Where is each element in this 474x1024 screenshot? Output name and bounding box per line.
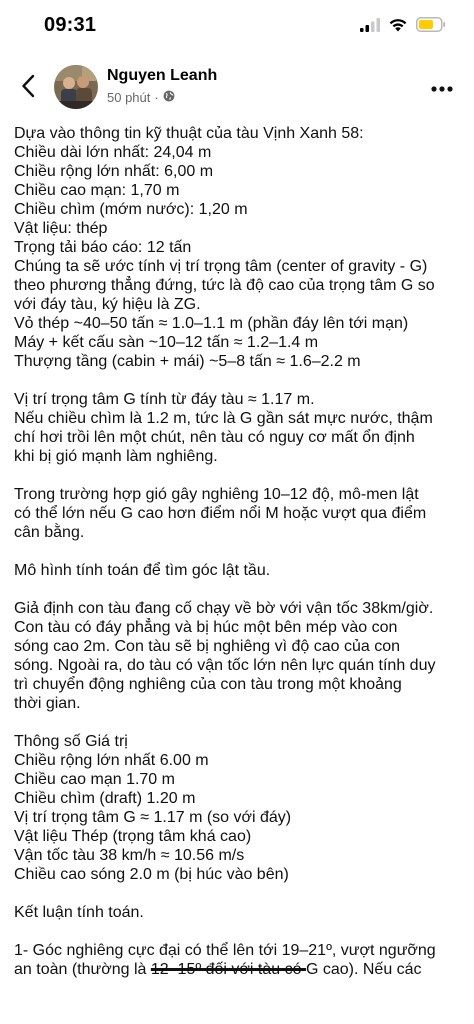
post-line: Chiều cao mạn 1.70 m — [14, 771, 175, 788]
post-line: Dựa vào thông tin kỹ thuật của tàu Vịnh Xanh 58: — [14, 125, 364, 142]
post-line: Chiều cao mạn: 1,70 m — [14, 182, 180, 199]
post-line: Vận tốc tàu 38 km/h ≈ 10.56 m/s — [14, 847, 245, 864]
post-meta — [107, 90, 175, 105]
wifi-icon — [388, 17, 408, 37]
paragraph-gap — [14, 466, 460, 485]
paragraph-gap — [14, 580, 460, 599]
post-line: trì chuyển động nghiêng của con tàu trong một khoảng — [14, 676, 402, 693]
post-line: sóng cao 2m. Con tàu sẽ bị nghiêng vì độ cao của con — [14, 638, 401, 655]
back-button[interactable] — [10, 70, 46, 106]
author-avatar[interactable] — [54, 65, 98, 109]
post-line: Thông số Giá trị — [14, 733, 128, 750]
post-line: Vật liệu Thép (trọng tâm khá cao) — [14, 828, 252, 845]
post-line: sóng. Ngoài ra, do tàu có vận tốc lớn nên lực quán tính duy — [14, 657, 436, 674]
post-line: Vị trí trọng tâm G tính từ đáy tàu ≈ 1.17 m. — [14, 391, 315, 408]
struck-text: 12–15º đối với tàu có — [150, 961, 306, 978]
post-line: với đáy tàu, ký hiệu là ZG. — [14, 296, 201, 313]
post-line: khi bị gió mạnh làm nghiêng. — [14, 448, 218, 465]
globe-icon — [163, 90, 175, 105]
post-header — [0, 56, 474, 120]
post-line: Vỏ thép ~40–50 tấn ≈ 1.0–1.1 m (phần đáy lên tới mạn) — [14, 315, 409, 332]
meta-separator: · — [154, 90, 159, 105]
paragraph-gap — [14, 542, 460, 561]
post-line: Chiều chìm (mớm nước): 1,20 m — [14, 201, 248, 218]
post-line: Nếu chiều chìm là 1.2 m, tức là G gần sát mực nước, thậm — [14, 410, 433, 427]
post-line: Mô hình tính toán để tìm góc lật tầu. — [14, 562, 271, 579]
post-line: Vị trí trọng tâm G ≈ 1.17 m (so với đáy) — [14, 809, 292, 826]
post-line: Con tàu có đáy phẳng và bị húc một bên mép vào con — [14, 619, 398, 636]
post-line: có thể lớn nếu G cao hơn điểm nổi M hoặc vượt qua điểm — [14, 505, 427, 522]
post-text — [14, 124, 460, 979]
more-options-button[interactable] — [424, 70, 460, 106]
status-bar — [0, 0, 474, 56]
post-line: 1- Góc nghiêng cực đại có thể lên tới 19–21º, vượt ngưỡng — [14, 942, 436, 959]
paragraph-gap — [14, 884, 460, 903]
paragraph-gap — [14, 371, 460, 390]
post-line: Chiều rộng lớn nhất: 6,00 m — [14, 163, 214, 180]
status-icons — [360, 16, 446, 38]
post-line: Trong trường hợp gió gây nghiêng 10–12 độ, mô-men lật — [14, 486, 419, 503]
author-name[interactable]: Nguyen Leanh — [107, 67, 218, 84]
post-line: cân bằng. — [14, 524, 85, 541]
post-line — [14, 960, 460, 979]
post-line: Thượng tầng (cabin + mái) ~5–8 tấn ≈ 1.6–2.2 m — [14, 353, 361, 370]
post-line: Chiều rộng lớn nhất 6.00 m — [14, 752, 209, 769]
post-time: 50 phút — [107, 90, 151, 105]
post-line: Chiều cao sóng 2.0 m (bị húc vào bên) — [14, 866, 289, 883]
post-line: Máy + kết cấu sàn ~10–12 tấn ≈ 1.2–1.4 m — [14, 334, 319, 351]
post-line: Chúng ta sẽ ước tính vị trí trọng tâm (center of gravity - G) — [14, 258, 428, 275]
post-line: Vật liệu: thép — [14, 220, 108, 237]
post-line: thời gian. — [14, 695, 81, 712]
chevron-left-icon — [21, 74, 35, 103]
post-line: Chiều chìm (draft) 1.20 m — [14, 790, 196, 807]
post-line-part: G cao). Nếu các — [305, 961, 422, 978]
more-dots-icon — [431, 79, 453, 97]
cellular-signal-icon — [360, 18, 380, 37]
post-line: Kết luận tính toán. — [14, 904, 144, 921]
post-line: Chiều dài lớn nhất: 24,04 m — [14, 144, 212, 161]
post-line: Trọng tải báo cáo: 12 tấn — [14, 239, 192, 256]
post-line-part: an toàn (thường là — [14, 961, 151, 978]
status-time: 09:31 — [44, 14, 97, 36]
paragraph-gap — [14, 922, 460, 941]
post-line: Giả định con tàu đang cố chạy về bờ với vận tốc 38km/giờ. — [14, 600, 434, 617]
battery-icon — [416, 17, 446, 37]
paragraph-gap — [14, 713, 460, 732]
post-line: chí hơi trồi lên một chút, nên tàu có nguy cơ mất ổn định — [14, 429, 415, 446]
post-line: theo phương thẳng đứng, tức là độ cao của trọng tâm G so — [14, 277, 435, 294]
